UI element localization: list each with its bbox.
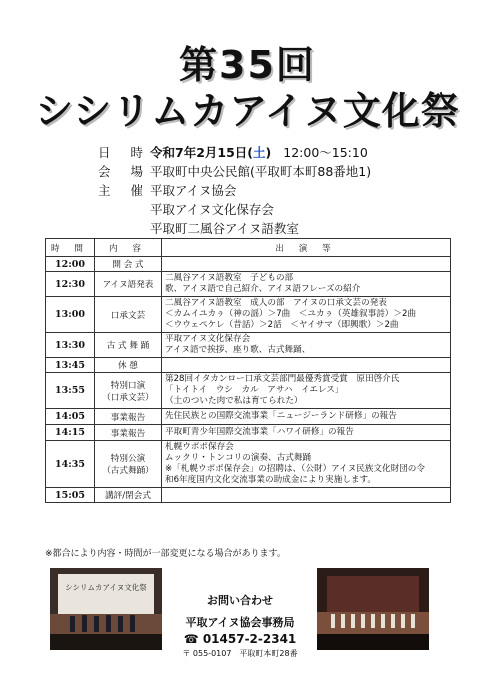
program-body [46,257,451,503]
date-close: ) [265,145,272,160]
performer-line: ※「札幌ウポポ保存会」の招聘は、（公財）アイヌ民族文化財団の令 [165,464,425,474]
header-time: 時 間 [46,239,95,257]
row-time: 13:45 [46,358,95,373]
festival-photo-left [50,568,162,650]
row-time: 13:30 [46,333,95,358]
table-header-row [46,239,451,257]
table-row [46,272,451,297]
date-label: 日 時 [98,145,151,160]
row-time: 12:30 [46,272,95,297]
header-content: 内 容 [95,239,162,257]
table-row [46,297,451,333]
row-performers [162,257,451,272]
row-time: 15:05 [46,488,95,503]
row-content: 特別口演 （口承文芸） [95,373,162,409]
festival-photo-right [317,568,429,650]
header-performers: 出 演 等 [162,239,451,257]
table-row [46,441,451,488]
program-table [45,238,451,503]
row-performers [162,358,451,373]
venue-value: 平取町中央公民館(平取町本町88番地1) [150,164,372,179]
host-row [98,181,371,200]
contact-address: 〒 055-0107 平取町本町28番 [182,649,298,658]
row-time: 14:35 [46,441,95,488]
performer-line: 平取町青少年国際交流事業「ハワイ研修」の報告 [165,427,354,437]
row-content: 講評/閉会式 [95,488,162,503]
contact-tel [175,632,305,646]
performer-line: 札幌ウポポ保存会 [165,442,234,452]
table-row [46,488,451,503]
performer-line: 「トイトイ ウシ カル アサハ イエレス」 [165,385,344,395]
performer-line: 二風谷アイヌ語教室 成人の部 アイヌの口承文芸の発表 [165,298,387,308]
row-content: 事業報告 [95,409,162,425]
row-performers [162,297,451,333]
event-info [98,143,371,238]
date-row [98,143,371,162]
event-name-title: シシリムカアイヌ文化祭 [35,89,460,133]
row-content: 口承文芸 [95,297,162,333]
row-time: 14:15 [46,425,95,441]
performer-line: 和6年度国内文化交流事業の助成金により実施します。 [165,475,377,485]
table-row [46,409,451,425]
weekday: 土 [253,145,266,160]
performer-line: （土のついた肉で私は育てられた） [165,396,303,406]
host-row-3 [98,219,371,238]
row-content: 休 憩 [95,358,162,373]
stage-photo-left-image [50,568,162,650]
row-performers [162,373,451,409]
host-1: 平取アイヌ協会 [150,183,237,198]
date-value [150,143,271,162]
row-content: アイヌ語発表 [95,272,162,297]
performer-line: 平取アイヌ文化保存会 [165,334,251,344]
change-notice: ※都合により内容・時間が一部変更になる場合があります。 [45,549,286,559]
table-row [46,425,451,441]
row-content: 事業報告 [95,425,162,441]
venue-row [98,162,371,181]
stage-photo-right-image [317,568,429,650]
performer-line: ムックリ・トンコリの演奏、古式舞踊 [165,453,312,463]
performer-line: アイヌ語で挨拶、座り歌、古式舞踊、 [165,345,311,355]
row-performers [162,333,451,358]
row-performers [162,409,451,425]
row-time: 14:05 [46,409,95,425]
row-time: 12:00 [46,257,95,272]
event-number-title: 第35回 [179,43,316,87]
table-row [46,257,451,272]
contact-info [175,592,305,659]
table-row [46,333,451,358]
host-3: 平取町二風谷アイヌ語教室 [150,221,299,236]
time-value: 12:00～15:10 [283,145,368,160]
row-performers [162,272,451,297]
date-text: 令和7年2月15日( [150,145,254,160]
row-performers [162,488,451,503]
banner-text: シシリムカアイヌ文化祭 [65,583,147,592]
row-performers [162,425,451,441]
phone-icon: ☎ [183,632,199,646]
row-content: 特別公演 （古式舞踊） [95,441,162,488]
row-content: 開 会 式 [95,257,162,272]
performer-line: 二風谷アイヌ語教室 子どもの部 [165,273,294,283]
row-performers [162,441,451,488]
row-content: 古 式 舞 踊 [95,333,162,358]
host-2: 平取アイヌ文化保存会 [150,202,274,217]
performer-line: 第28回イタカンロー口承文芸部門最優秀賞受賞 原田啓介氏 [165,374,400,384]
table-row [46,358,451,373]
contact-tel-number: 01457-2-2341 [202,632,297,646]
host-row-2 [98,200,371,219]
venue-label: 会 場 [98,164,151,179]
contact-heading: お問い合わせ [207,594,273,607]
table-row [46,373,451,409]
performer-line: 先住民族との国際交流事業「ニュージーランド研修」の報告 [165,411,397,421]
performer-line: ＜カムイユカㇻ（神の謡）＞7曲 ＜ユカㇻ（英雄叙事詩）＞2曲 [165,309,417,319]
host-label: 主 催 [98,183,151,198]
performer-line: ＜ウウェペケレ（昔話）＞2話 ＜ヤイサマ（即興歌）＞2曲 [165,320,399,330]
performer-line: 歌、アイヌ語で自己紹介、アイヌ語フレーズの紹介 [165,284,361,294]
row-time: 13:55 [46,373,95,409]
contact-org: 平取アイヌ協会事務局 [185,616,295,629]
row-time: 13:00 [46,297,95,333]
